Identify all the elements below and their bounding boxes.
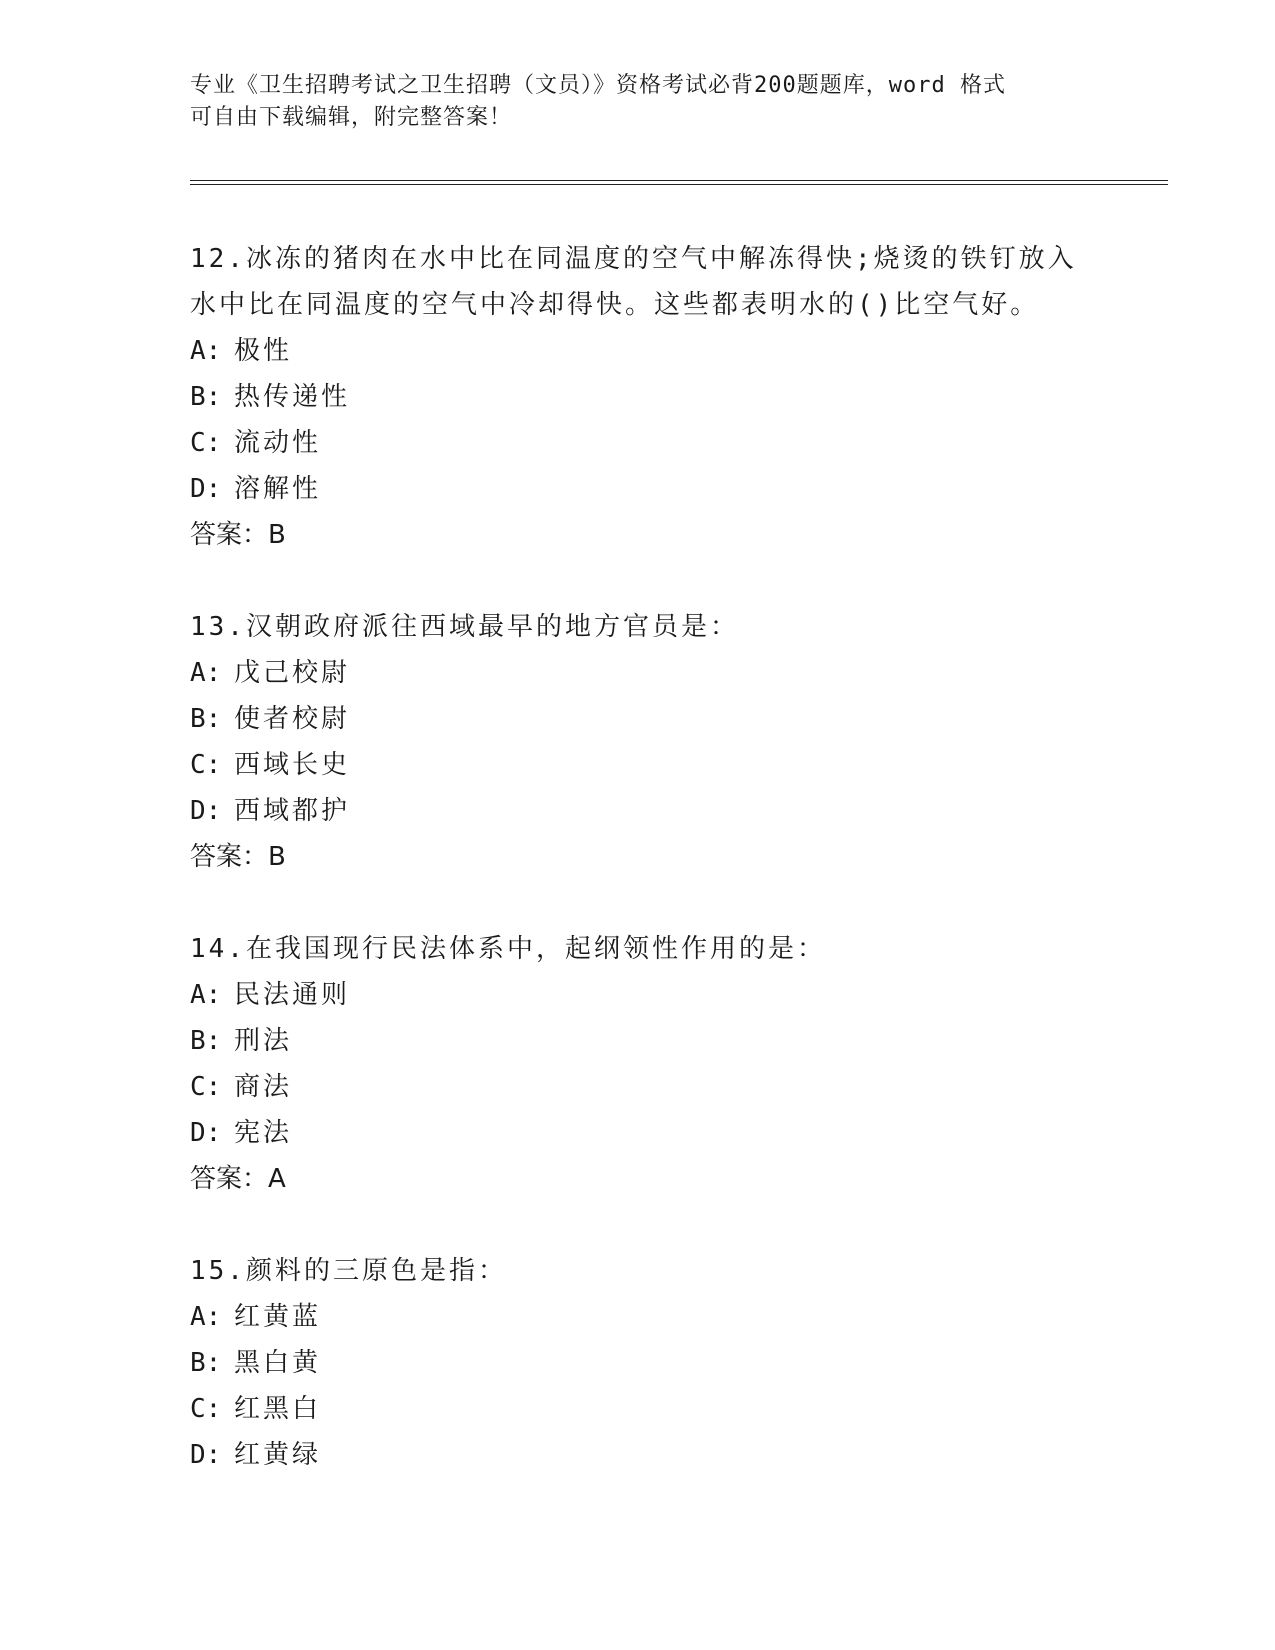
option-letter: D:: [190, 1118, 222, 1148]
option-letter: B:: [190, 704, 222, 734]
option-c: [190, 742, 1090, 788]
option-a: [190, 328, 1090, 374]
option-letter: D:: [190, 796, 222, 826]
option-letter: D:: [190, 1440, 222, 1470]
option-c: [190, 1064, 1090, 1110]
option-letter: C:: [190, 1394, 222, 1424]
option-text: 西域都护: [234, 796, 351, 826]
option-text: 黑白黄: [234, 1348, 322, 1378]
option-letter: B:: [190, 382, 222, 412]
question-stem: 15.颜料的三原色是指：: [190, 1256, 507, 1286]
document-header: [190, 70, 1090, 134]
question-list: [190, 236, 1090, 1524]
option-b: [190, 696, 1090, 742]
option-b: [190, 1340, 1090, 1386]
header-divider: [190, 180, 1168, 185]
option-letter: B:: [190, 1026, 222, 1056]
option-d: [190, 1432, 1090, 1478]
question-12: [190, 236, 1090, 558]
option-letter: C:: [190, 750, 222, 780]
option-text: 红黄绿: [234, 1440, 322, 1470]
option-a: [190, 1294, 1090, 1340]
answer-line: 答案：B: [190, 842, 286, 872]
option-text: 红黄蓝: [234, 1302, 322, 1332]
option-b: [190, 374, 1090, 420]
header-title-line-2: 可自由下载编辑，附完整答案！: [190, 105, 513, 130]
answer-line: 答案：B: [190, 520, 286, 550]
option-text: 戊己校尉: [234, 658, 351, 688]
question-stem: 14.在我国现行民法体系中，起纲领性作用的是：: [190, 934, 826, 964]
option-a: [190, 972, 1090, 1018]
question-15: [190, 1248, 1090, 1478]
option-b: [190, 1018, 1090, 1064]
option-letter: B:: [190, 1348, 222, 1378]
option-text: 极性: [234, 336, 293, 366]
question-stem-continued: 水中比在同温度的空气中冷却得快。这些都表明水的()比空气好。: [190, 290, 1040, 320]
answer-line: 答案：A: [190, 1164, 286, 1194]
option-letter: C:: [190, 1072, 222, 1102]
header-title-line-1: 专业《卫生招聘考试之卫生招聘（文员）》资格考试必背200题题库，word 格式: [190, 73, 1006, 98]
option-text: 使者校尉: [234, 704, 351, 734]
option-c: [190, 1386, 1090, 1432]
option-text: 宪法: [234, 1118, 293, 1148]
option-a: [190, 650, 1090, 696]
option-text: 民法通则: [234, 980, 351, 1010]
question-14: [190, 926, 1090, 1202]
option-letter: D:: [190, 474, 222, 504]
option-text: 商法: [234, 1072, 293, 1102]
option-text: 刑法: [234, 1026, 293, 1056]
option-text: 溶解性: [234, 474, 322, 504]
option-text: 西域长史: [234, 750, 351, 780]
question-stem: 12.冰冻的猪肉在水中比在同温度的空气中解冻得快;烧烫的铁钉放入: [190, 244, 1077, 274]
option-d: [190, 1110, 1090, 1156]
option-letter: A:: [190, 658, 222, 688]
option-c: [190, 420, 1090, 466]
option-letter: A:: [190, 1302, 222, 1332]
option-letter: C:: [190, 428, 222, 458]
option-letter: A:: [190, 980, 222, 1010]
option-letter: A:: [190, 336, 222, 366]
option-text: 红黑白: [234, 1394, 322, 1424]
question-13: [190, 604, 1090, 880]
question-stem: 13.汉朝政府派往西域最早的地方官员是：: [190, 612, 739, 642]
option-text: 流动性: [234, 428, 322, 458]
option-d: [190, 788, 1090, 834]
option-d: [190, 466, 1090, 512]
option-text: 热传递性: [234, 382, 351, 412]
